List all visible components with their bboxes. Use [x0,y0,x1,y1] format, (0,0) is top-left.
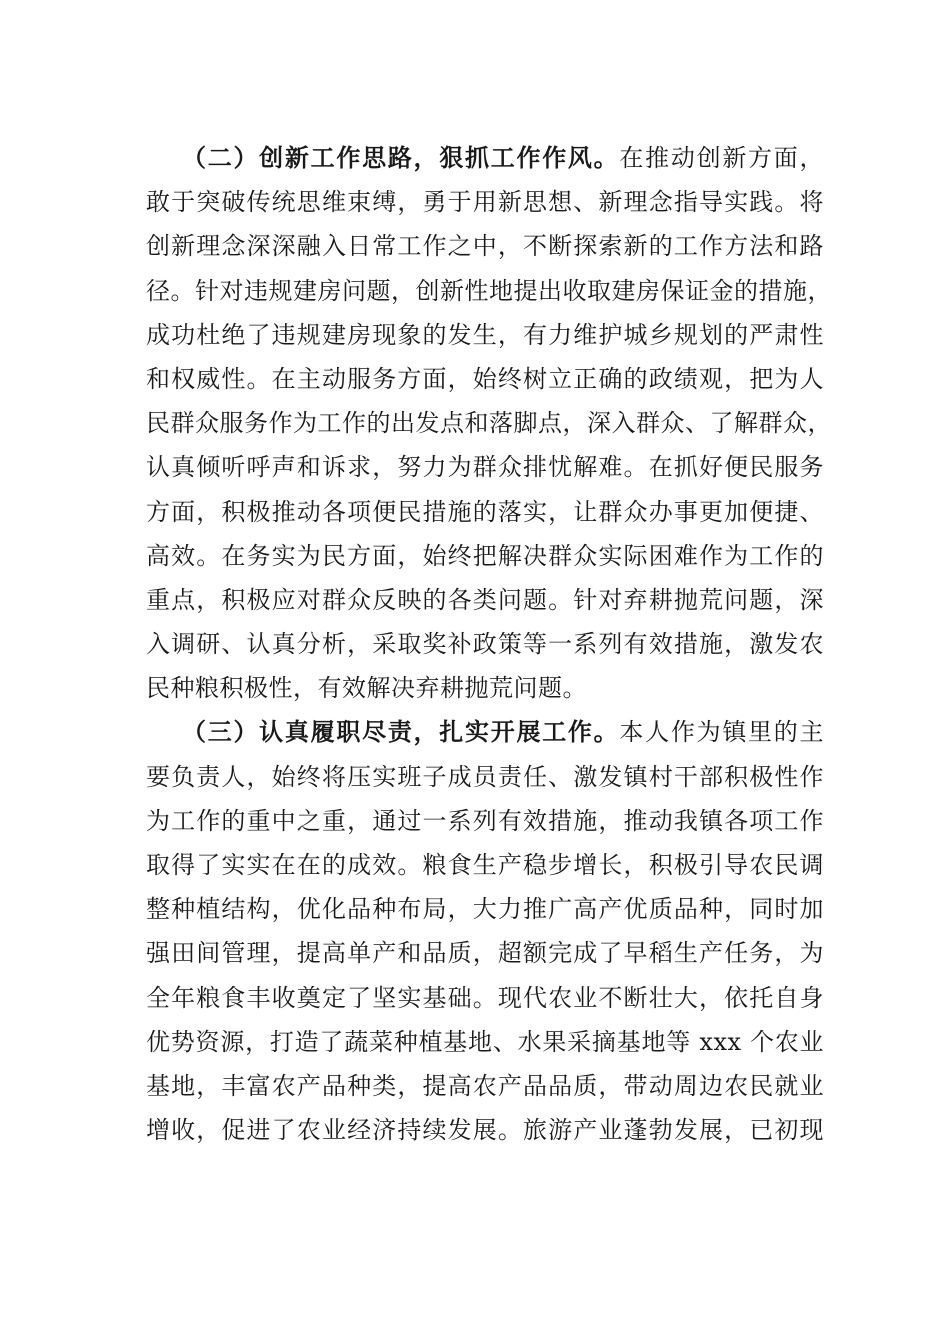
text-line: 入调研、认真分析，采取奖补政策等一系列有效措施，激发农 [146,630,824,659]
line-text: 本人作为镇里的主 [619,718,825,747]
line-text: 在推动创新方面， [619,144,825,172]
text-line: 方面，积极推动各项便民措施的落实，让群众办事更加便捷、 [146,497,824,526]
paragraph-heading: （三）认真履职尽责，扎实开展工作。 [182,717,620,747]
text-line: 认真倾听呼声和诉求，努力为群众排忧解难。在抓好便民服务 [146,453,824,482]
text-line: 民群众服务作为工作的出发点和落脚点，深入群众、了解群众， [146,409,832,438]
text-line: 全年粮食丰收奠定了坚实基础。现代农业不断壮大，依托自身 [146,983,824,1012]
text-line: 成功杜绝了违规建房现象的发生，有力维护城乡规划的严肃性 [146,320,824,349]
text-line: 高效。在务实为民方面，始终把解决群众实际困难作为工作的 [146,541,824,570]
text-line: 强田间管理，提高单产和品质，超额完成了早稻生产任务，为 [146,939,824,968]
text-line [146,136,824,180]
text-line: 基地，丰富农产品种类，提高农产品品质，带动周边农民就业 [146,1071,824,1100]
text-line: 增收，促进了农业经济持续发展。旅游产业蓬勃发展，已初现 [146,1116,824,1145]
text-line: 整种植结构，优化品种布局，大力推广高产优质品种，同时加 [146,895,824,924]
paragraph-heading: （二）创新工作思路，狠抓工作作风。 [182,143,620,172]
text-line: 创新理念深深融入日常工作之中，不断探索新的工作方法和路 [146,232,824,261]
text-line: 要负责人，始终将压实班子成员责任、激发镇村干部积极性作 [146,762,824,791]
paragraph-innovation [146,136,832,710]
text-line: 敢于突破传统思维束缚，勇于用新思想、新理念指导实践。将 [146,188,824,217]
text-line: 民种粮积极性，有效解决弃耕抛荒问题。 [146,674,587,703]
text-line [146,710,824,754]
text-line: 径。针对违规建房问题，创新性地提出收取建房保证金的措施， [146,276,832,305]
text-line: 为工作的重中之重，通过一系列有效措施，推动我镇各项工作 [146,806,824,835]
text-line: 取得了实实在在的成效。粮食生产稳步增长，积极引导农民调 [146,851,824,879]
text-line: 和权威性。在主动服务方面，始终树立正确的政绩观，把为人 [146,364,824,393]
paragraph-duty [146,710,824,1152]
text-line: 重点，积极应对群众反映的各类问题。针对弃耕抛荒问题，深 [146,585,824,614]
text-line: 优势资源，打造了蔬菜种植基地、水果采摘基地等 xxx 个农业 [146,1027,824,1056]
